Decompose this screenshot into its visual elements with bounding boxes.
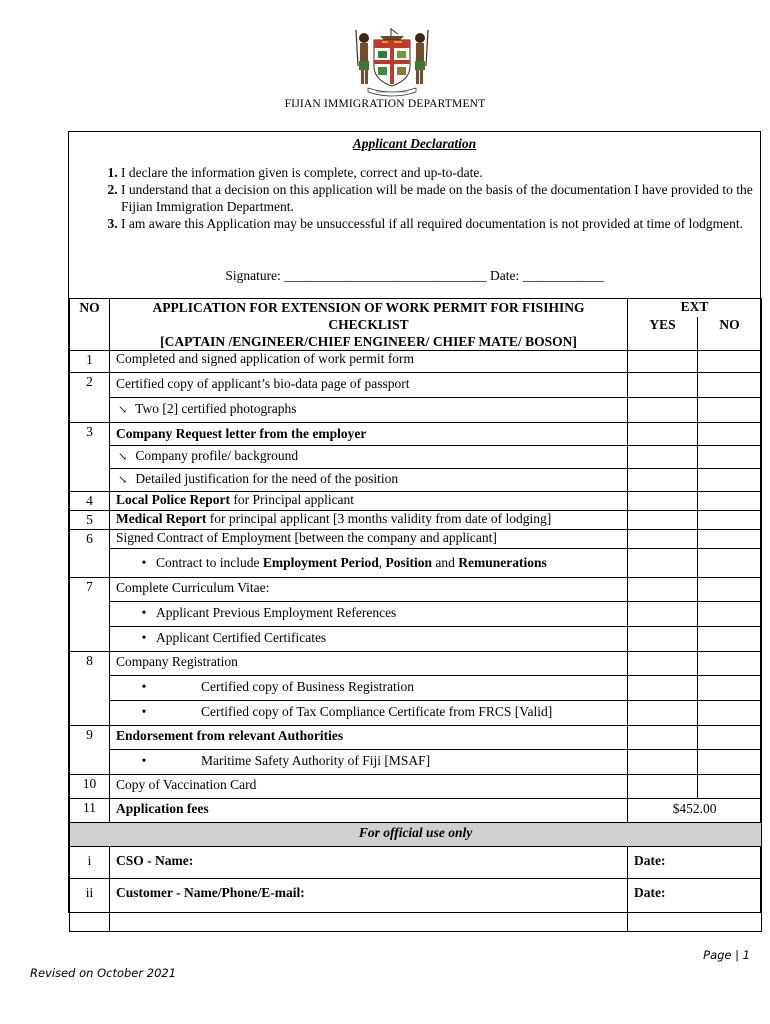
no-checkbox[interactable] (698, 423, 762, 446)
bullet-icon: • (141, 629, 147, 645)
no-checkbox[interactable] (698, 749, 762, 774)
yes-checkbox[interactable] (628, 492, 698, 511)
checklist-table (69, 298, 762, 932)
yes-checkbox[interactable] (628, 511, 698, 530)
no-checkbox[interactable] (698, 626, 762, 651)
yes-checkbox[interactable] (628, 626, 698, 651)
department-name: FIJIAN IMMIGRATION DEPARTMENT (284, 98, 486, 110)
header-ext: EXT (628, 299, 762, 318)
table-row: 11 Application fees $452.00 (70, 798, 762, 822)
arrow-bullet-icon: ↘ (118, 404, 128, 416)
declaration-title: Applicant Declaration (352, 136, 477, 151)
cso-name-field[interactable]: CSO - Name: (110, 846, 628, 878)
no-checkbox[interactable] (698, 530, 762, 549)
table-row: • Applicant Certified Certificates (70, 626, 762, 651)
yes-checkbox[interactable] (628, 469, 698, 492)
table-row: 4 Local Police Report for Principal applicant (70, 492, 762, 511)
table-row: • Certified copy of Tax Compliance Certificate from FRCS [Valid] (70, 700, 762, 725)
declaration-item: 1. I declare the information given is complete, correct and up-to-date. (121, 164, 761, 181)
bullet-icon: • (141, 703, 147, 719)
header-yes: YES (628, 317, 698, 351)
no-checkbox[interactable] (698, 446, 762, 469)
yes-checkbox[interactable] (628, 700, 698, 725)
table-row: 5 Medical Report for principal applicant [3 months validity from date of lodging] (70, 511, 762, 530)
no-checkbox[interactable] (698, 351, 762, 373)
yes-checkbox[interactable] (628, 675, 698, 700)
checklist-title: APPLICATION FOR EXTENSION OF WORK PERMIT FOR FISIHING CHECKLIST [CAPTAIN /ENGINEER/CHIEF ENGINEER/ CHIEF MATE/ BOSON] (110, 299, 628, 351)
no-checkbox[interactable] (698, 373, 762, 398)
table-row: 10 Copy of Vaccination Card (70, 774, 762, 798)
no-checkbox[interactable] (698, 511, 762, 530)
fiji-coat-of-arms-logo (350, 26, 434, 98)
cso-date-field[interactable]: Date: (628, 846, 762, 878)
no-checkbox[interactable] (698, 725, 762, 749)
yes-checkbox[interactable] (628, 398, 698, 423)
bullet-icon: • (141, 678, 147, 694)
no-checkbox[interactable] (698, 774, 762, 798)
table-row: • Contract to include Employment Period, Position and Remunerations (70, 548, 762, 577)
table-row: • Certified copy of Business Registration (70, 675, 762, 700)
no-checkbox[interactable] (698, 651, 762, 675)
bullet-icon: • (141, 752, 147, 768)
revision-note: Revised on October 2021 (30, 966, 177, 980)
no-checkbox[interactable] (698, 548, 762, 577)
table-row: ↘ Two [2] certified photographs (70, 398, 762, 423)
table-row: 1 Completed and signed application of work permit form (70, 351, 762, 373)
official-use-header: For official use only (70, 822, 762, 846)
bullet-icon: • (141, 604, 147, 620)
table-row: 7 Complete Curriculum Vitae: (70, 577, 762, 601)
yes-checkbox[interactable] (628, 530, 698, 549)
page-number: Page | 1 (703, 948, 750, 962)
yes-checkbox[interactable] (628, 749, 698, 774)
customer-contact-field[interactable]: Customer - Name/Phone/E-mail: (110, 878, 628, 931)
table-row: • Maritime Safety Authority of Fiji [MSAF] (70, 749, 762, 774)
no-checkbox[interactable] (698, 601, 762, 626)
bullet-icon: • (141, 554, 147, 570)
table-row: 8 Company Registration (70, 651, 762, 675)
yes-checkbox[interactable] (628, 651, 698, 675)
declaration-item: 3. I am aware this Application may be unsuccessful if all required documentation is not provided at time of lodgment. (121, 215, 761, 232)
no-checkbox[interactable] (698, 675, 762, 700)
table-row: ↘ Company profile/ background (70, 446, 762, 469)
customer-date-field[interactable]: Date: (628, 878, 762, 931)
no-checkbox[interactable] (698, 700, 762, 725)
no-checkbox[interactable] (698, 469, 762, 492)
no-checkbox[interactable] (698, 492, 762, 511)
no-checkbox[interactable] (698, 577, 762, 601)
application-fee-amount: $452.00 (628, 798, 762, 822)
table-row: i CSO - Name: Date: (70, 846, 762, 878)
table-row: ii Customer - Name/Phone/E-mail: Date: (70, 878, 762, 931)
yes-checkbox[interactable] (628, 373, 698, 398)
table-row: 9 Endorsement from relevant Authorities (70, 725, 762, 749)
header-no-check: NO (698, 317, 762, 351)
arrow-bullet-icon: ↘ (118, 474, 128, 486)
yes-checkbox[interactable] (628, 423, 698, 446)
table-row: ↘ Detailed justification for the need of the position (70, 469, 762, 492)
applicant-declaration (69, 132, 760, 298)
yes-checkbox[interactable] (628, 548, 698, 577)
table-row: 6 Signed Contract of Employment [between the company and applicant] (70, 530, 762, 549)
checklist-header-row (70, 299, 762, 318)
yes-checkbox[interactable] (628, 351, 698, 373)
yes-checkbox[interactable] (628, 446, 698, 469)
table-row: 3 Company Request letter from the employer (70, 423, 762, 446)
table-row: 2 Certified copy of applicant’s bio-data page of passport (70, 373, 762, 398)
application-form (68, 131, 761, 913)
table-row: • Applicant Previous Employment References (70, 601, 762, 626)
declaration-item: 2. I understand that a decision on this application will be made on the basis of the documentation I have provided to the Fijian Immigration Department. (121, 181, 761, 215)
declaration-list (91, 164, 761, 232)
yes-checkbox[interactable] (628, 725, 698, 749)
yes-checkbox[interactable] (628, 577, 698, 601)
no-checkbox[interactable] (698, 398, 762, 423)
yes-checkbox[interactable] (628, 601, 698, 626)
arrow-bullet-icon: ↘ (118, 451, 128, 463)
yes-checkbox[interactable] (628, 774, 698, 798)
signature-date-line[interactable]: Signature: ______________________________ Date: ____________ (225, 268, 604, 283)
header-no: NO (70, 299, 110, 351)
